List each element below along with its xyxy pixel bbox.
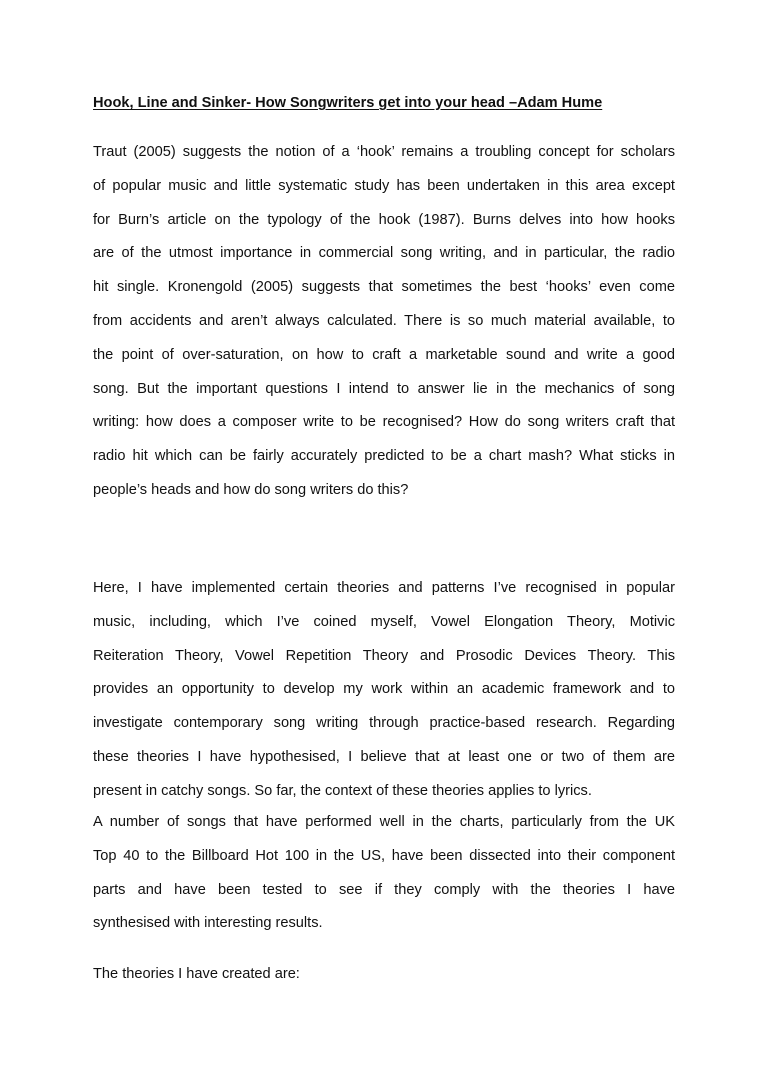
paragraph-line: from accidents and aren’t always calculated. There is so much material available, to [93,312,675,329]
page-title: Hook, Line and Sinker- How Songwriters get into your head –Adam Hume [93,95,603,111]
paragraph-line: present in catchy songs. So far, the context of these theories applies to lyrics. [93,782,592,799]
paragraph-line: are of the utmost importance in commercial song writing, and in particular, the radio [93,245,675,262]
paragraph-line: Top 40 to the Billboard Hot 100 in the US, have been dissected into their component [93,847,675,864]
paragraph-4 [93,958,675,992]
paragraph-line: music, including, which I’ve coined myself, Vowel Elongation Theory, Motivic [93,613,675,630]
paragraph-line: parts and have been tested to see if they comply with the theories I have [93,881,675,898]
paragraph-line: the point of over-saturation, on how to craft a marketable sound and write a good [93,346,675,363]
paragraph-line: The theories I have created are: [93,966,300,982]
paragraph-line: for Burn’s article on the typology of the hook (1987). Burns delves into how hooks [93,211,675,228]
paragraph-line: provides an opportunity to develop my work within an academic framework and to [93,681,675,698]
paragraph-line: song. But the important questions I intend to answer lie in the mechanics of song [93,380,675,397]
paragraph-line: people’s heads and how do song writers do this? [93,481,409,498]
paragraph-line: A number of songs that have performed well in the charts, particularly from the UK [93,814,675,830]
paragraph-line: writing: how does a composer write to be recognised? How do song writers craft that [93,414,675,431]
paragraph-line: hit single. Kronengold (2005) suggests that sometimes the best ‘hooks’ even come [93,279,675,296]
paragraph-line: Traut (2005) suggests the notion of a ‘hook’ remains a troubling concept for scholars [93,144,675,160]
paragraph-line: these theories I have hypothesised, I believe that at least one or two of them are [93,748,675,765]
paragraph-line: of popular music and little systematic study has been undertaken in this area except [93,177,675,194]
paragraph-line: Reiteration Theory, Vowel Repetition Theory and Prosodic Devices Theory. This [93,647,675,664]
paragraph-line: Here, I have implemented certain theories and patterns I’ve recognised in popular [93,580,675,596]
paragraph-3 [93,806,675,941]
paragraph-line: investigate contemporary song writing through practice-based research. Regarding [93,715,675,732]
paragraph-1 [93,136,675,508]
paragraph-line: synthesised with interesting results. [93,915,323,932]
paragraph-line: radio hit which can be fairly accurately predicted to be a chart mash? What sticks in [93,448,675,465]
paragraph-2 [93,572,675,809]
